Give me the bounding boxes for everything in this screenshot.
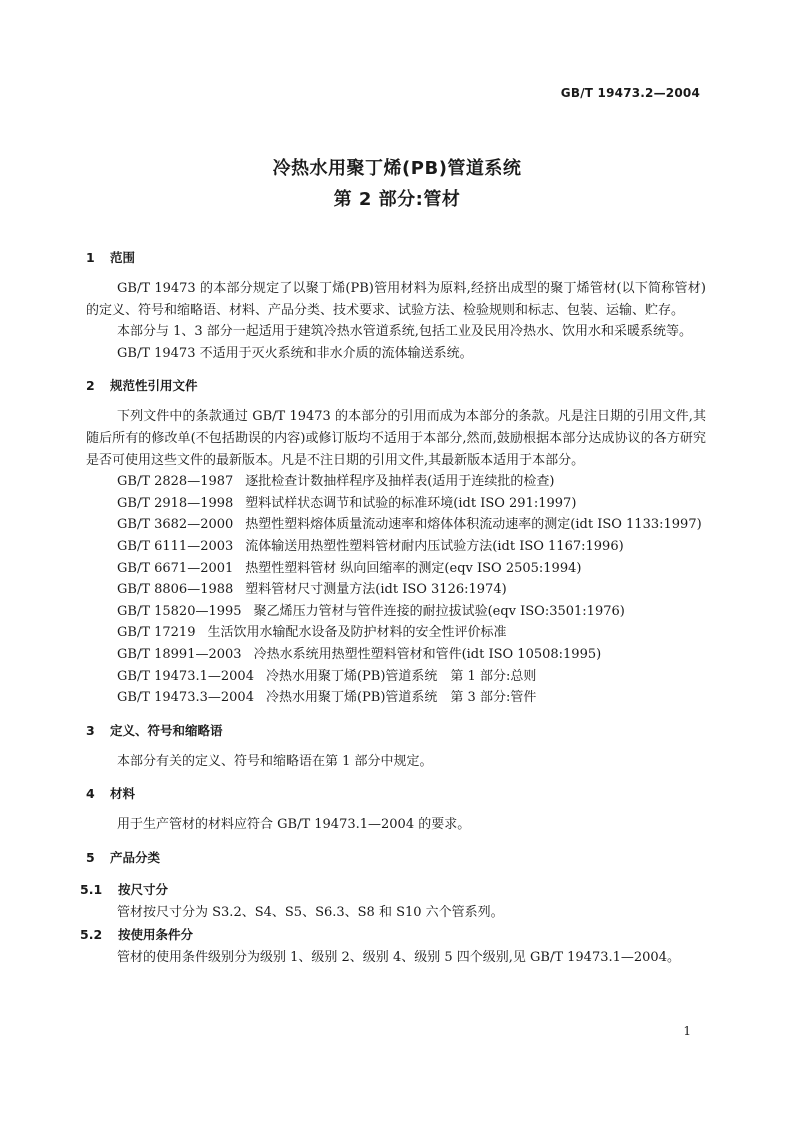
reference-item — [86, 601, 706, 623]
paragraph: GB/T 19473 不适用于灭火系统和非水介质的流体输送系统。 — [117, 345, 473, 361]
reference-code: GB/T 2918—1998 — [117, 495, 234, 511]
section-number: 4 — [86, 786, 95, 802]
paragraph: 本部分有关的定义、符号和缩略语在第 1 部分中规定。 — [117, 753, 433, 769]
reference-item — [86, 579, 706, 601]
section-4-heading — [86, 784, 706, 804]
subsection-5-1-heading — [80, 880, 706, 900]
reference-item — [86, 644, 706, 666]
paragraph: 管材的使用条件级别分为级别 1、级别 2、级别 4、级别 5 四个级别,见 GB/T 19473.1—2004。 — [117, 950, 680, 966]
document-body — [80, 248, 706, 969]
document-title — [0, 153, 794, 215]
section-2-heading — [86, 376, 706, 396]
reference-title: 冷热水用聚丁烯(PB)管道系统 第 1 部分:总则 — [265, 668, 537, 684]
reference-title: 生活饮用水输配水设备及防护材料的安全性评价标准 — [207, 625, 507, 641]
reference-title: 冷热水系统用热塑性塑料管材和管件(idt ISO 10508:1995) — [253, 646, 602, 662]
page-number: 1 — [683, 1024, 691, 1038]
title-line-2: 第 2 部分:管材 — [333, 189, 461, 210]
reference-title: 冷热水用聚丁烯(PB)管道系统 第 3 部分:管件 — [265, 690, 537, 706]
reference-list — [86, 471, 706, 709]
reference-code: GB/T 17219 — [117, 625, 196, 641]
paragraph: 本部分与 1、3 部分一起适用于建筑冷热水管道系统,包括工业及民用冷热水、饮用水和采暖系统等。 — [117, 324, 692, 340]
reference-code: GB/T 8806—1988 — [117, 582, 234, 598]
reference-item — [86, 666, 706, 688]
section-number: 5 — [86, 849, 95, 865]
reference-code: GB/T 19473.1—2004 — [117, 668, 254, 684]
reference-title: 流体输送用热塑性塑料管材耐内压试验方法(idt ISO 1167:1996) — [245, 538, 624, 554]
reference-item — [86, 622, 706, 644]
reference-item — [86, 471, 706, 493]
section-title: 规范性引用文件 — [110, 378, 198, 394]
subsection-number: 5.2 — [80, 927, 103, 943]
reference-code: GB/T 18991—2003 — [117, 646, 242, 662]
subsection-5-2-heading — [80, 925, 706, 945]
paragraph: GB/T 19473 的本部分规定了以聚丁烯(PB)管用材料为原料,经挤出成型的聚丁烯管材(以下简称管材)的定义、符号和缩略语、材料、产品分类、技术要求、试验方法、检验规则和标志、包装、运输、贮存。 — [86, 281, 706, 318]
reference-item — [86, 514, 706, 536]
reference-title: 聚乙烯压力管材与管件连接的耐拉拔试验(eqv ISO:3501:1976) — [253, 603, 625, 619]
reference-title: 热塑性塑料熔体质量流动速率和熔体体积流动速率的测定(idt ISO 1133:1997) — [245, 517, 702, 533]
reference-code: GB/T 2828—1987 — [117, 474, 234, 490]
section-number: 2 — [86, 378, 95, 394]
title-line-1: 冷热水用聚丁烯(PB)管道系统 — [272, 158, 522, 179]
reference-code: GB/T 6111—2003 — [117, 538, 234, 554]
reference-code: GB/T 3682—2000 — [117, 517, 234, 533]
standard-code: GB/T 19473.2—2004 — [560, 86, 700, 100]
section-5-heading — [86, 848, 706, 868]
paragraph: 管材按尺寸分为 S3.2、S4、S5、S6.3、S8 和 S10 六个管系列。 — [117, 904, 504, 920]
paragraph: 下列文件中的条款通过 GB/T 19473 的本部分的引用而成为本部分的条款。凡是注日期的引用文件,其随后所有的修改单(不包括勘误的内容)或修订版均不适用于本部分,然而,鼓励根据本部分达成协议的各方研究是否可使用这些文件的最新版本。凡是不注日期的引用文件,其最新版本适用于本部分。 — [86, 409, 706, 468]
section-title: 定义、符号和缩略语 — [110, 722, 223, 738]
section-number: 1 — [86, 250, 95, 265]
reference-code: GB/T 15820—1995 — [117, 603, 242, 619]
reference-code: GB/T 19473.3—2004 — [117, 690, 254, 706]
section-1-heading — [86, 248, 706, 268]
section-number: 3 — [86, 722, 95, 738]
reference-item — [86, 493, 706, 515]
reference-item — [86, 536, 706, 558]
paragraph: 用于生产管材的材料应符合 GB/T 19473.1—2004 的要求。 — [117, 817, 471, 833]
reference-title: 塑料试样状态调节和试验的标准环境(idt ISO 291:1997) — [245, 495, 577, 511]
section-3-heading — [86, 721, 706, 741]
subsection-title: 按尺寸分 — [118, 881, 169, 897]
section-title: 材料 — [110, 786, 136, 802]
reference-title: 塑料管材尺寸测量方法(idt ISO 3126:1974) — [245, 582, 507, 598]
reference-item — [86, 687, 706, 709]
reference-title: 逐批检查计数抽样程序及抽样表(适用于连续批的检查) — [245, 474, 555, 490]
subsection-number: 5.1 — [80, 881, 103, 897]
subsection-title: 按使用条件分 — [118, 927, 194, 943]
reference-item — [86, 558, 706, 580]
reference-title: 热塑性塑料管材 纵向回缩率的测定(eqv ISO 2505:1994) — [245, 560, 582, 576]
reference-code: GB/T 6671—2001 — [117, 560, 234, 576]
section-title: 范围 — [110, 250, 136, 265]
section-title: 产品分类 — [110, 849, 161, 865]
